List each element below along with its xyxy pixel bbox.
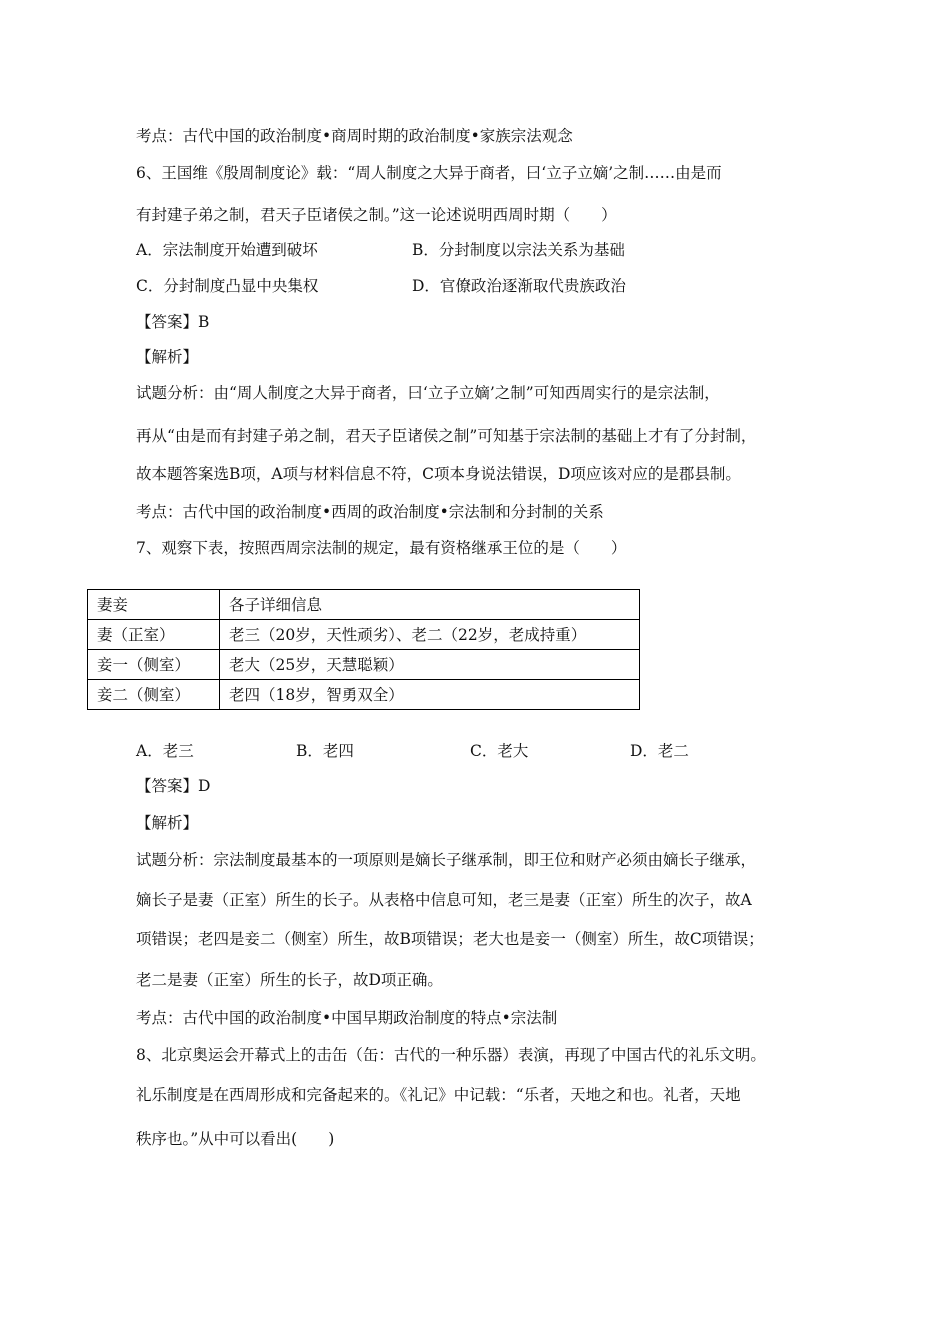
q7-analysis-line4: 老二是妻（正室）所生的长子，故D项正确。 — [136, 971, 443, 989]
q7-analysis-line1: 试题分析：宗法制度最基本的一项原则是嫡长子继承制，即王位和财产必须由嫡长子继承， — [136, 851, 757, 869]
table-cell: 妻（正室） — [88, 620, 220, 650]
q8-stem-line1: 8、北京奥运会开幕式上的击缶（缶：古代的一种乐器）表演，再现了中国古代的礼乐文明。 — [136, 1046, 766, 1064]
table-row — [88, 680, 640, 710]
table-header-cell: 各子详细信息 — [220, 590, 640, 620]
table-row — [88, 650, 640, 680]
table-header-cell: 妻妾 — [88, 590, 220, 620]
succession-table — [87, 589, 640, 710]
q7-option-b: B．老四 — [296, 742, 354, 760]
table-header-row — [88, 590, 640, 620]
q6-stem-line1: 6、王国维《殷周制度论》载：“周人制度之大异于商者，曰‘立子立嫡’之制……由是而 — [136, 164, 722, 182]
q7-answer: 【答案】D — [136, 777, 211, 795]
table-cell: 老四（18岁，智勇双全） — [220, 680, 640, 710]
q7-option-c: C．老大 — [470, 742, 529, 760]
table-cell: 妾一（侧室） — [88, 650, 220, 680]
q6-answer: 【答案】B — [136, 313, 210, 331]
table-row — [88, 620, 640, 650]
q6-analysis-line1: 试题分析：由“周人制度之大异于商者，曰‘立子立嫡’之制”可知西周实行的是宗法制， — [136, 384, 720, 402]
table-cell: 老大（25岁，天慧聪颖） — [220, 650, 640, 680]
q7-option-d: D．老二 — [630, 742, 689, 760]
q6-option-a: A．宗法制度开始遭到破坏 — [136, 241, 318, 259]
q7-analysis-label: 【解析】 — [136, 814, 199, 832]
q6-option-d: D．官僚政治逐渐取代贵族政治 — [412, 277, 626, 295]
q6-analysis-line3: 故本题答案选B项，A项与材料信息不符，C项本身说法错误，D项应该对应的是郡县制。 — [136, 465, 741, 483]
q6-analysis-label: 【解析】 — [136, 348, 199, 366]
table-cell: 妾二（侧室） — [88, 680, 220, 710]
q8-stem-line3: 秩序也。”从中可以看出( ) — [136, 1130, 335, 1148]
q8-stem-line2: 礼乐制度是在西周形成和完备起来的。《礼记》中记载：“乐者，天地之和也。礼者，天地 — [136, 1086, 741, 1104]
q6-option-c: C．分封制度凸显中央集权 — [136, 277, 319, 295]
q5-kaodian: 考点：古代中国的政治制度•商周时期的政治制度•家族宗法观念 — [136, 127, 573, 145]
q7-stem: 7、观察下表，按照西周宗法制的规定，最有资格继承王位的是（ ） — [136, 539, 627, 557]
q7-kaodian: 考点：古代中国的政治制度•中国早期政治制度的特点•宗法制 — [136, 1009, 558, 1027]
q7-analysis-line2: 嫡长子是妻（正室）所生的长子。从表格中信息可知，老三是妻（正室）所生的次子，故A — [136, 891, 752, 909]
q6-stem-line2: 有封建子弟之制，君天子臣诸侯之制。”这一论述说明西周时期（ ） — [136, 206, 617, 224]
q7-option-a: A．老三 — [136, 742, 194, 760]
q6-kaodian: 考点：古代中国的政治制度•西周的政治制度•宗法制和分封制的关系 — [136, 503, 604, 521]
q6-option-b: B．分封制度以宗法关系为基础 — [412, 241, 625, 259]
q7-analysis-line3: 项错误；老四是妾二（侧室）所生，故B项错误；老大也是妾一（侧室）所生，故C项错误； — [136, 930, 764, 948]
table-cell: 老三（20岁，天性顽劣）、老二（22岁，老成持重） — [220, 620, 640, 650]
q6-analysis-line2: 再从“由是而有封建子弟之制，君天子臣诸侯之制”可知基于宗法制的基础上才有了分封制， — [136, 427, 757, 445]
